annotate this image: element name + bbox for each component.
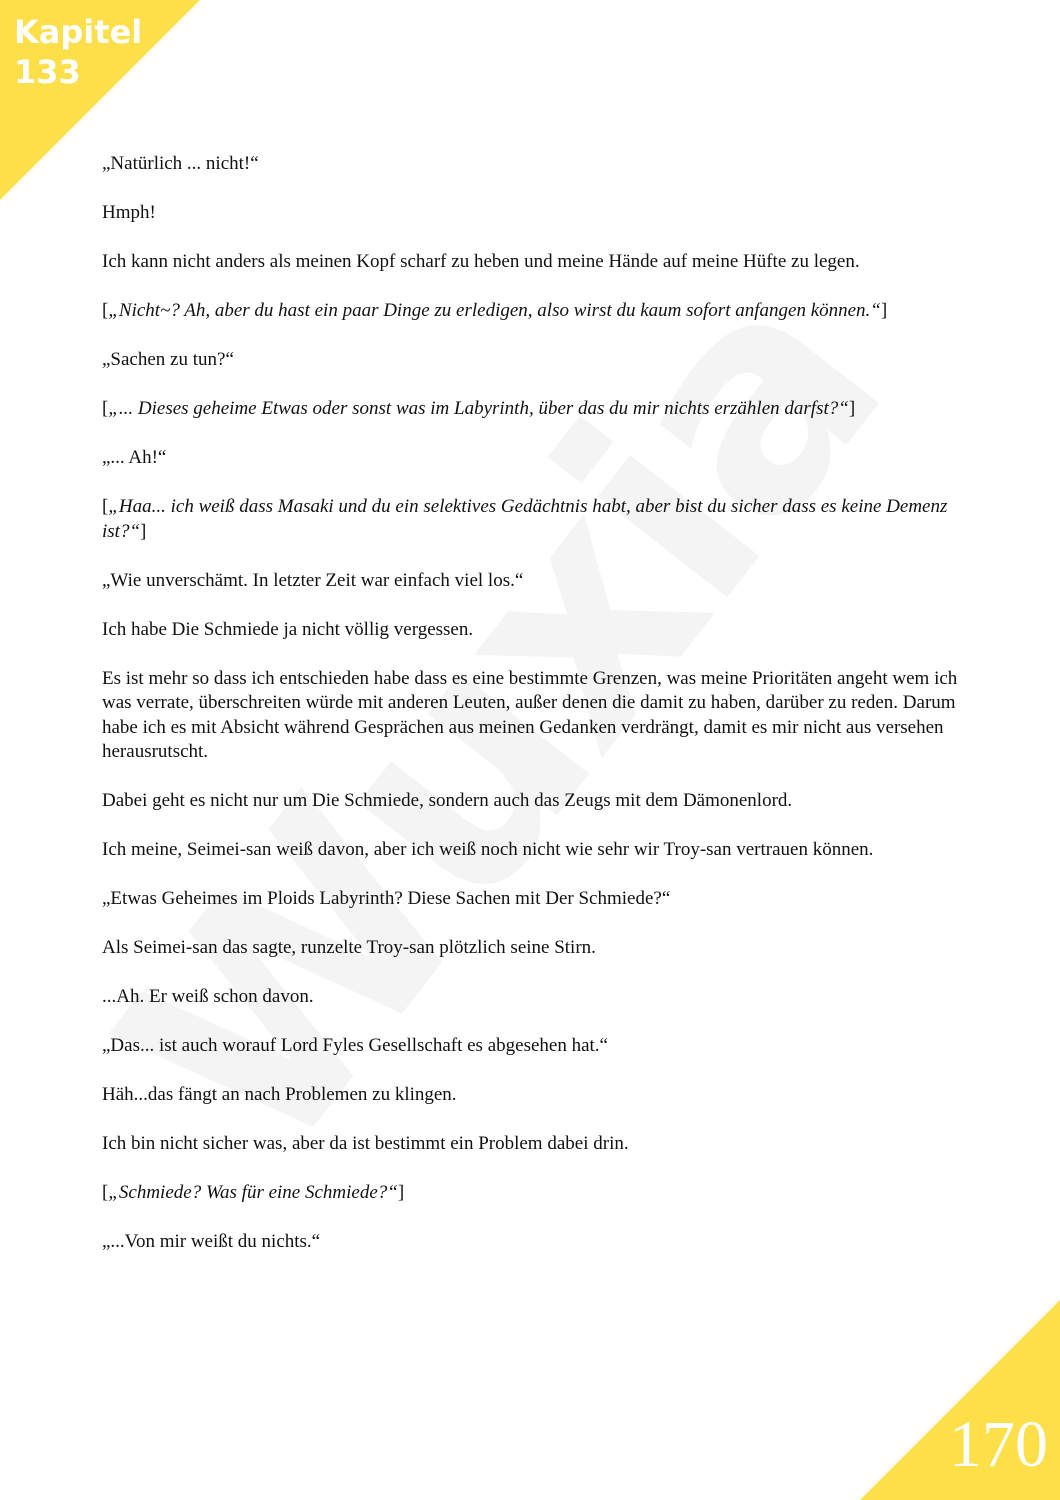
paragraph: „Etwas Geheimes im Ploids Labyrinth? Diese Sachen mit Der Schmiede?“ [102, 888, 671, 909]
paragraph: Ich kann nicht anders als meinen Kopf scharf zu heben und meine Hände auf meine Hüfte zu legen. [102, 251, 860, 272]
paragraph: Hmph! [102, 202, 156, 223]
page-number: 170 [949, 1408, 1048, 1481]
chapter-label: Kapitel 133 [14, 13, 143, 91]
paragraph: ...Ah. Er weiß schon davon. [102, 986, 314, 1007]
paragraph: Als Seimei-san das sagte, runzelte Troy-san plötzlich seine Stirn. [102, 937, 596, 958]
paragraph: „Das... ist auch worauf Lord Fyles Gesellschaft es abgesehen hat.“ [102, 1035, 608, 1056]
paragraph: [„Haa... ich weiß dass Masaki und du ein selektives Gedächtnis habt, aber bist du sicher dass es keine Demenz ist?“] [102, 496, 948, 542]
paragraph: „...Von mir weißt du nichts.“ [102, 1231, 321, 1252]
paragraph: „... Ah!“ [102, 447, 167, 468]
paragraph: Dabei geht es nicht nur um Die Schmiede, sondern auch das Zeugs mit dem Dämonenlord. [102, 790, 793, 811]
paragraph: „Sachen zu tun?“ [102, 349, 234, 370]
paragraph: Ich meine, Seimei-san weiß davon, aber ich weiß noch nicht wie sehr wir Troy-san vertrauen können. [102, 839, 874, 860]
paragraph: Ich bin nicht sicher was, aber da ist bestimmt ein Problem dabei drin. [102, 1133, 629, 1154]
paragraph: Ich habe Die Schmiede ja nicht völlig vergessen. [102, 618, 474, 640]
paragraph: „Wie unverschämt. In letzter Zeit war einfach viel los.“ [102, 569, 524, 591]
paragraph: [„Nicht~? Ah, aber du hast ein paar Dinge zu erledigen, also wirst du kaum sofort anfangen können.“] [102, 300, 888, 321]
paragraph: Es ist mehr so dass ich entschieden habe dass es eine bestimmte Grenzen, was meine Prioritäten angeht wem ich was verrate, überschreiten würde mit anderen Leuten, außer denen die damit zu haben, darüber zu reden. Darum habe ich es mit Absicht während Gesprächen aus meinen Gedanken verdrängt, damit es mir nicht aus versehen herausrutscht. [102, 667, 958, 762]
paragraph: [„... Dieses geheime Etwas oder sonst was im Labyrinth, über das du mir nichts erzählen darfst?“] [102, 398, 856, 419]
chapter-text [102, 152, 962, 1279]
paragraph: „Natürlich ... nicht!“ [102, 153, 259, 174]
paragraph: Häh...das fängt an nach Problemen zu klingen. [102, 1084, 457, 1105]
paragraph: [„Schmiede? Was für eine Schmiede?“] [102, 1182, 405, 1203]
